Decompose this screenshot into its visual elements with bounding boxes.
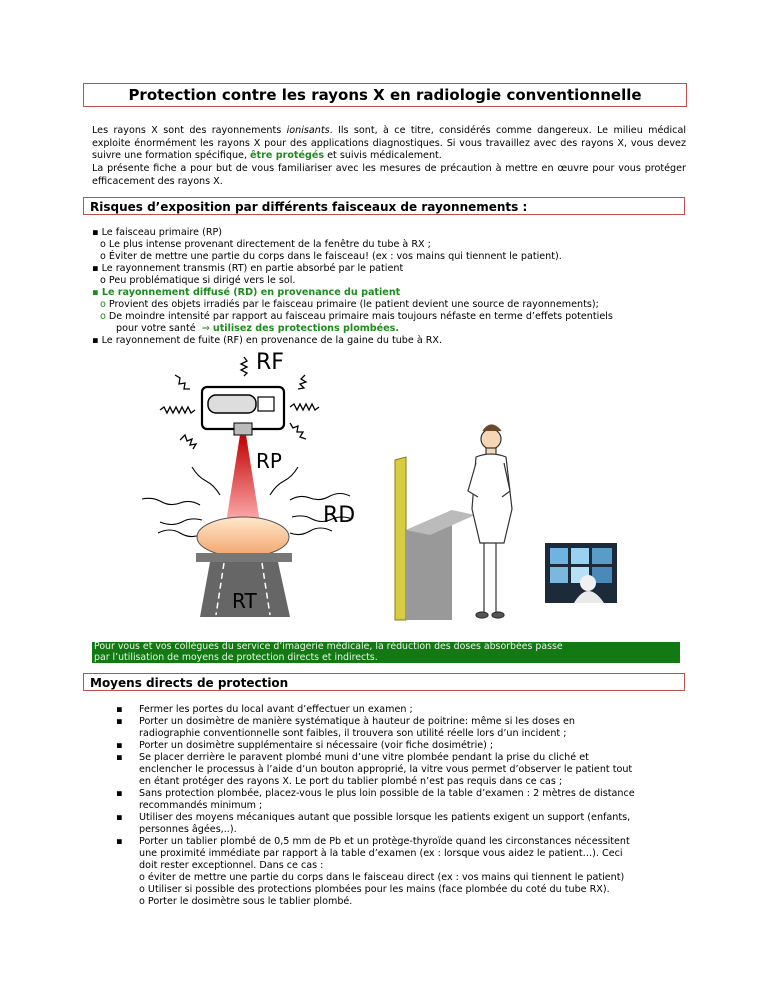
risk-list [92,227,692,347]
band-line-2: par l’utilisation de moyens de protection directs et indirects. [94,651,378,663]
radiation-diagram [140,345,620,630]
list-item: ▪ Le faisceau primaire (RP) [92,227,223,238]
lead-screen [395,457,406,620]
list-item: en étant protéger des rayons X. Le port du tablier plombé n’est pas requis dans ce cas ; [139,776,563,787]
list-item: Porter un dosimètre de manière systématique à hauteur de poitrine: même si les doses en [139,716,575,727]
list-item: ▪ Le rayonnement de fuite (RF) en provenance de la gaine du tube à RX. [92,335,443,346]
list-item: une proximité immédiate par rapport à la table d’examen (ex : lorsque vous aidez le patient…). Ceci [139,848,623,859]
list-item: recommandés minimum ; [139,800,263,811]
list-subitem: o éviter de mettre une partie du corps dans le faisceau direct (ex : vos mains qui tiennent le patient) [139,872,625,883]
highlight-band [92,642,680,663]
list-item: Fermer les portes du local avant d’effectuer un examen ; [139,704,413,715]
list-item: Porter un tablier plombé de 0,5 mm de Pb et un protège-thyroïde quand les circonstances nécessitent [139,836,630,847]
intro-text-c: et suivis médicalement. [324,150,442,162]
list-subitem-continuation: pour votre santé ⇒ utilisez des protections plombées. [116,323,400,334]
page-title: Protection contre les rayons X en radiologie conventionnelle [83,83,687,107]
bullet-column: ▪ ▪ ▪ ▪ ▪ ▪ ▪ [116,704,123,847]
intro-em-ionisants: ionisants [286,125,330,136]
list-subitem-highlight: o Provient des objets irradiés par le faisceau primaire (le patient devient une source de rayonnements); [100,299,599,310]
intro-strong-proteges: être protégés [250,150,325,162]
intro-paragraph-2: La présente fiche a pour but de vous familiariser avec les mesures de précaution à mettre en œuvre pour vous protéger efficacement des rayons X. [92,163,686,187]
label-rf: RF [256,350,284,375]
section-heading-moyens-directs: Moyens directs de protection [83,673,685,691]
list-item: ▪ Le rayonnement transmis (RT) en partie absorbé par le patient [92,263,404,274]
label-rd: RD [323,503,356,528]
list-item-highlight: ▪ Le rayonnement diffusé (RD) en provenance du patient [92,287,401,298]
intro-text-b: . Ils sont, à ce titre, considérés comme dangereux. Le milieu médical exploite énormément les rayons X pour des applications diagnostiques. Si vous travaillez avec des rayons X, vous devez suivre une formation spécifique, [92,125,686,162]
list-item: Porter un dosimètre supplémentaire si nécessaire (voir fiche dosimétrie) ; [139,740,494,751]
label-rp: RP [256,449,282,473]
patient-ellipse [197,517,289,557]
list-item: enclencher le processus à l’aide d’un bouton approprié, la vitre vous permet d’observer le patient tout [139,764,633,775]
direct-protection-list [139,704,687,908]
list-subitem-highlight: o De moindre intensité par rapport au faisceau primaire mais toujours néfaste en terme d’effets potentiels [100,311,613,322]
list-item: Utiliser des moyens mécaniques autant que possible lorsque les patients exigent un support (enfants, [139,812,631,823]
xray-tube-glass [208,395,256,413]
list-subitem: o Éviter de mettre une partie du corps dans le faisceau! (ex : vos mains qui tiennent le patient). [100,251,562,262]
list-item: personnes âgées,..). [139,824,237,835]
list-subitem: o Peu problématique si dirigé vers le sol. [100,275,296,286]
list-item: doit rester exceptionnel. Dans ce cas : [139,860,324,871]
intro-text-a: Les rayons X sont des rayonnements [92,125,287,136]
section-heading-risques: Risques d’exposition par différents faisceaux de rayonnements : [83,197,685,215]
band-line-1: Pour vous et vos collègues du service d’imagerie médicale, la réduction des doses absorbées passe [94,641,563,652]
technician-icon [468,425,512,618]
exam-table [196,553,292,562]
list-subitem: o Le plus intense provenant directement de la fenêtre du tube à RX ; [100,239,431,250]
intro-paragraph-1 [92,125,686,163]
list-subitem: o Porter le dosimètre sous le tablier plombé. [139,896,353,907]
list-subitem: o Utiliser si possible des protections plombées pour les mains (face plombée du coté du tube RX). [139,884,610,895]
label-rt: RT [232,589,257,613]
radiology-photo-image [545,543,617,603]
list-item: Sans protection plombée, placez-vous le plus loin possible de la table d’examen : 2 mètres de distance [139,788,635,799]
list-item: Se placer derrière le paravent plombé muni d’une vitre plombée pendant la prise du cliché et [139,752,589,763]
list-item: radiographie conventionnelle sont faibles, il trouvera son utilité réelle lors d’un incident ; [139,728,567,739]
primary-beam [226,435,260,523]
